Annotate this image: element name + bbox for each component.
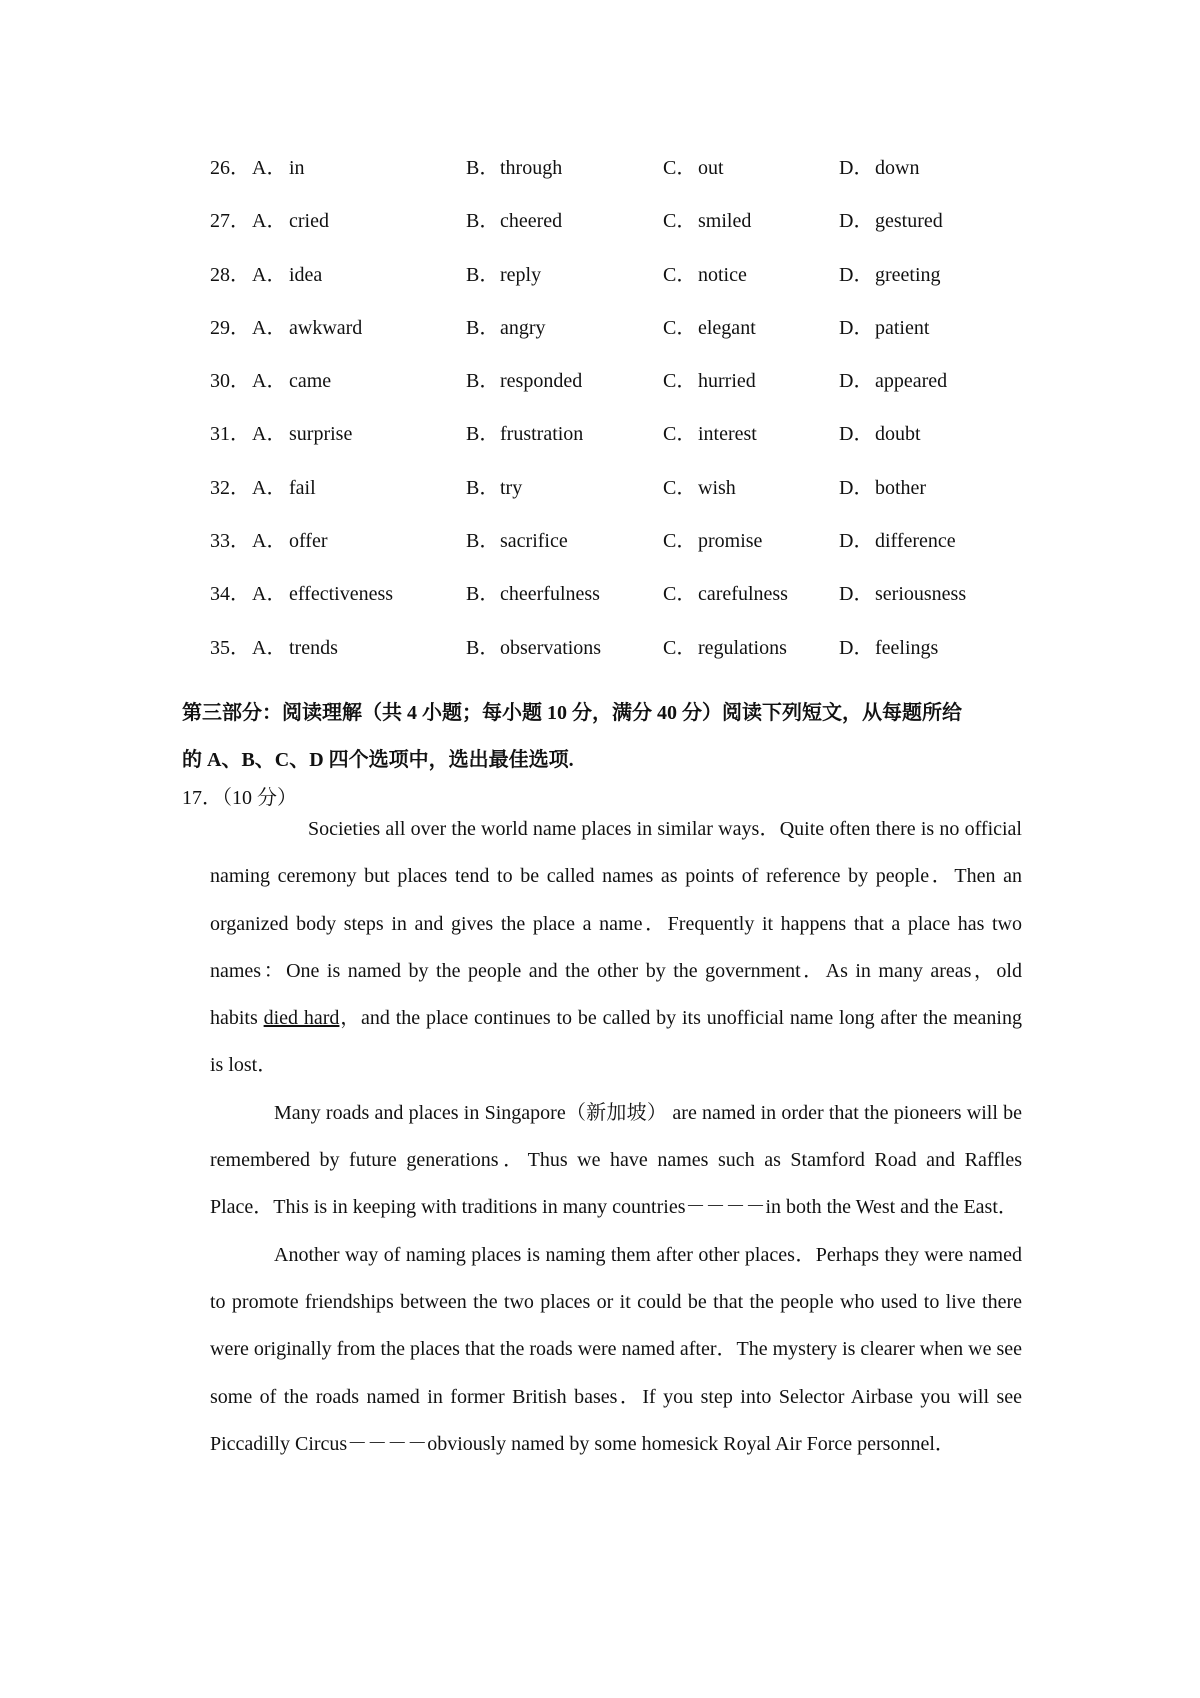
section-heading-line-2: 的 A、B、C、D 四个选项中，选出最佳选项. [182, 749, 574, 771]
option-d-letter: D． [839, 583, 874, 606]
option-d-text: feelings [875, 636, 939, 659]
option-c-letter: C． [663, 370, 697, 393]
option-a-text: in [289, 157, 305, 179]
option-c-letter: C． [663, 583, 697, 606]
option-row-26 [0, 155, 1200, 208]
reading-passage [210, 806, 1022, 1468]
option-b-text: sacrifice [500, 530, 568, 553]
option-c-text: interest [698, 423, 757, 446]
option-row-28 [0, 262, 1200, 315]
option-d-letter: D． [839, 157, 874, 179]
option-d-letter: D． [839, 636, 874, 659]
option-a-text: cried [289, 210, 329, 233]
option-b-letter: B． [466, 423, 500, 446]
underlined-phrase: died hard [263, 1007, 340, 1030]
option-c-text: regulations [698, 636, 787, 659]
option-d-letter: D． [839, 476, 874, 499]
option-a-text: idea [289, 263, 323, 286]
option-row-29 [0, 315, 1200, 368]
option-c-letter: C． [663, 263, 697, 286]
option-a-letter: A． [252, 370, 287, 393]
question-number: 35． [210, 636, 250, 659]
option-c-letter: C． [663, 210, 697, 233]
option-c-letter: C． [663, 476, 697, 499]
option-b-letter: B． [466, 476, 500, 499]
option-a-letter: A． [252, 423, 287, 446]
option-b-text: angry [500, 316, 546, 339]
question-number: 28． [210, 263, 250, 286]
option-row-31 [0, 421, 1200, 474]
passage-paragraph-2: Many roads and places in Singapore（新加坡） are named in order that the pioneers will be remembered by future generations．Thus we have names such as Stamford Road and Raffles Place．This is in keeping with traditions in many countries－－－－in both the West and the East． [210, 1101, 1022, 1219]
option-d-letter: D． [839, 263, 874, 286]
question-number: 27． [210, 210, 250, 233]
option-a-letter: A． [252, 530, 287, 553]
paragraph-1-text-start: Societies all over the world name places in similar ways．Quite often there is no official naming ceremony but places tend to be called names as points of reference by people．Then an organized body steps in and gives the place a name．Frequently it happens that a place has two names：One is named by the people and the other by the government．As in many areas，old habits [210, 818, 1022, 1030]
option-b-text: through [500, 157, 563, 179]
paragraph-1-text-end: ，and the place continues to be called by its unofficial name long after the meaning is lost． [210, 1007, 1022, 1077]
option-a-letter: A． [252, 583, 287, 606]
option-c-letter: C． [663, 636, 697, 659]
option-c-text: promise [698, 530, 763, 553]
option-d-text: down [875, 157, 920, 179]
option-b-text: responded [500, 370, 583, 393]
option-d-text: patient [875, 316, 930, 339]
option-d-letter: D． [839, 210, 874, 233]
question-number: 26． [210, 157, 250, 179]
option-b-letter: B． [466, 210, 500, 233]
option-a-text: fail [289, 476, 316, 499]
option-b-text: observations [500, 636, 602, 659]
option-c-letter: C． [663, 423, 697, 446]
option-b-text: cheered [500, 210, 563, 233]
option-a-letter: A． [252, 636, 287, 659]
question-number: 30． [210, 370, 250, 393]
option-d-letter: D． [839, 316, 874, 339]
question-17-number: 17．（10 分） [182, 787, 297, 809]
option-a-letter: A． [252, 210, 287, 233]
option-b-letter: B． [466, 263, 500, 286]
option-d-text: appeared [875, 370, 948, 393]
option-d-text: greeting [875, 263, 941, 286]
option-d-letter: D． [839, 530, 874, 553]
option-d-text: gestured [875, 210, 943, 233]
option-a-letter: A． [252, 263, 287, 286]
option-b-text: cheerfulness [500, 583, 600, 606]
option-a-text: offer [289, 530, 328, 553]
option-c-text: notice [698, 263, 747, 286]
option-d-text: doubt [875, 423, 921, 446]
option-row-34 [0, 581, 1200, 634]
option-d-text: seriousness [875, 583, 967, 606]
option-row-35 [0, 635, 1200, 688]
option-b-letter: B． [466, 636, 500, 659]
option-a-text: awkward [289, 316, 363, 339]
option-b-letter: B． [466, 370, 500, 393]
option-c-letter: C． [663, 316, 697, 339]
option-a-letter: A． [252, 476, 287, 499]
option-a-text: effectiveness [289, 583, 394, 606]
option-d-text: bother [875, 476, 927, 499]
option-b-letter: B． [466, 316, 500, 339]
answer-options-list [0, 155, 1200, 688]
passage-paragraph-3: Another way of naming places is naming them after other places．Perhaps they were named to promote friendships between the two places or it could be that the people who used to live there were originally from the places that the roads were named after．The mystery is clearer when we see some of the roads named in former British bases．If you step into Selector Airbase you will see Piccadilly Circus－－－－obviously named by some homesick Royal Air Force personnel． [210, 1243, 1022, 1455]
option-c-text: carefulness [698, 583, 788, 606]
option-d-text: difference [875, 530, 956, 553]
option-b-text: reply [500, 263, 542, 286]
question-number: 33． [210, 530, 250, 553]
option-c-text: elegant [698, 316, 756, 339]
question-number: 32． [210, 476, 250, 499]
question-number: 29． [210, 316, 250, 339]
option-c-text: smiled [698, 210, 752, 233]
option-a-text: came [289, 370, 332, 393]
option-c-letter: C． [663, 530, 697, 553]
option-a-text: trends [289, 636, 338, 659]
option-b-letter: B． [466, 583, 500, 606]
option-b-text: try [500, 476, 523, 499]
option-c-letter: C． [663, 157, 697, 179]
option-b-letter: B． [466, 157, 500, 179]
option-row-33 [0, 528, 1200, 581]
option-b-text: frustration [500, 423, 584, 446]
section-heading [182, 690, 1022, 784]
option-c-text: wish [698, 476, 736, 499]
option-a-letter: A． [252, 316, 287, 339]
option-a-letter: A． [252, 157, 287, 179]
option-d-letter: D． [839, 370, 874, 393]
option-row-30 [0, 368, 1200, 421]
question-number: 34． [210, 583, 250, 606]
option-row-27 [0, 208, 1200, 261]
option-b-letter: B． [466, 530, 500, 553]
option-c-text: out [698, 157, 724, 179]
option-d-letter: D． [839, 423, 874, 446]
option-a-text: surprise [289, 423, 353, 446]
passage-paragraph-1 [210, 806, 1022, 1090]
question-number: 31． [210, 423, 250, 446]
section-heading-line-1: 第三部分：阅读理解（共 4 小题；每小题 10 分，满分 40 分）阅读下列短文，从每题所给 [182, 702, 962, 724]
option-row-32 [0, 475, 1200, 528]
option-c-text: hurried [698, 370, 756, 393]
